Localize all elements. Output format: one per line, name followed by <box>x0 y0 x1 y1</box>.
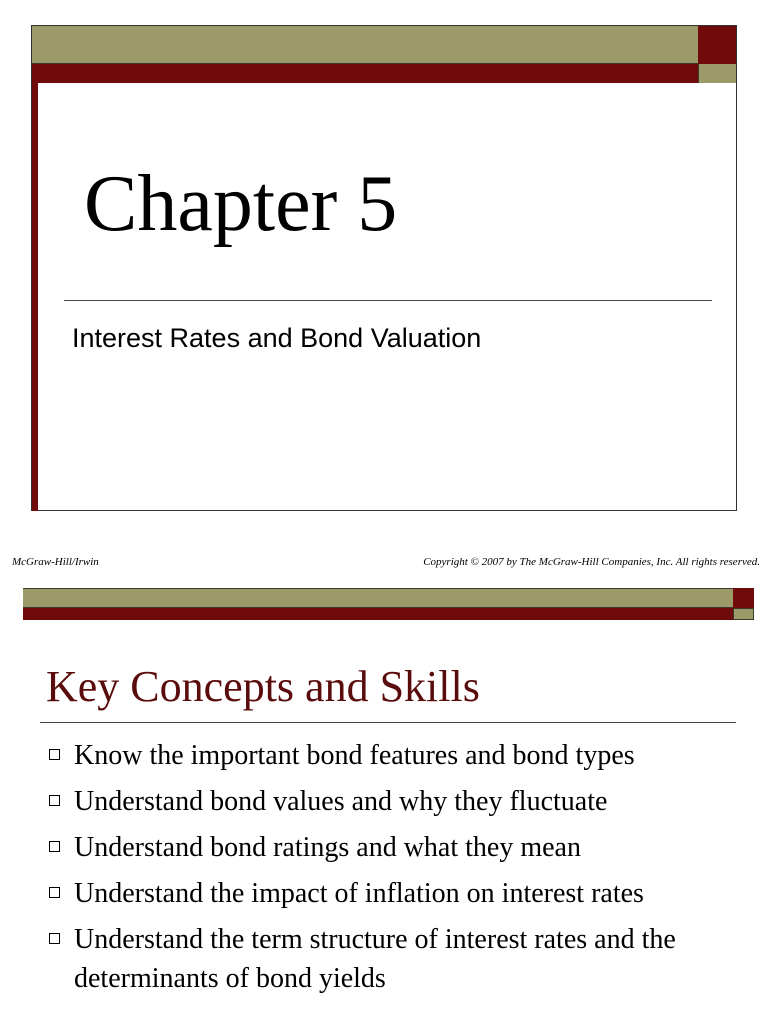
slide2-title-divider <box>40 722 736 723</box>
bullet-text: Know the important bond features and bond types <box>74 740 635 771</box>
header-olive-bar <box>23 588 733 608</box>
slide-subtitle: Interest Rates and Bond Valuation <box>72 323 482 353</box>
title-slide <box>31 25 737 511</box>
corner-maroon-square <box>698 26 736 64</box>
corner-maroon-square <box>733 588 754 608</box>
title-divider <box>64 300 712 301</box>
bullet-text: Understand bond ratings and what they mean <box>74 832 581 863</box>
bullet-text: Understand the impact of inflation on interest rates <box>74 878 644 909</box>
header-maroon-bar <box>23 608 733 620</box>
slide2-header-bars <box>23 588 754 620</box>
bullet-item <box>46 782 746 821</box>
header-olive-bar <box>32 26 698 64</box>
square-bullet-icon <box>49 749 60 760</box>
slide-title: Chapter 5 <box>84 160 398 248</box>
publisher-footer: McGraw-Hill/Irwin <box>12 556 99 568</box>
corner-olive-square <box>733 608 754 620</box>
square-bullet-icon <box>49 795 60 806</box>
copyright-footer: Copyright © 2007 by The McGraw-Hill Companies, Inc. All rights reserved. <box>423 556 760 568</box>
bullet-item <box>46 874 746 913</box>
corner-olive-square <box>698 64 736 83</box>
square-bullet-icon <box>49 933 60 944</box>
bullet-list <box>46 736 746 1005</box>
bullet-item <box>46 828 746 867</box>
slide2-title: Key Concepts and Skills <box>46 662 480 711</box>
bullet-text: Understand bond values and why they fluctuate <box>74 786 608 817</box>
square-bullet-icon <box>49 887 60 898</box>
bullet-text: Understand the term structure of interest rates and the determinants of bond yields <box>74 924 676 994</box>
bullet-item <box>46 920 746 998</box>
square-bullet-icon <box>49 841 60 852</box>
left-maroon-stripe <box>32 83 38 511</box>
header-maroon-bar <box>32 64 698 83</box>
bullet-item <box>46 736 746 775</box>
